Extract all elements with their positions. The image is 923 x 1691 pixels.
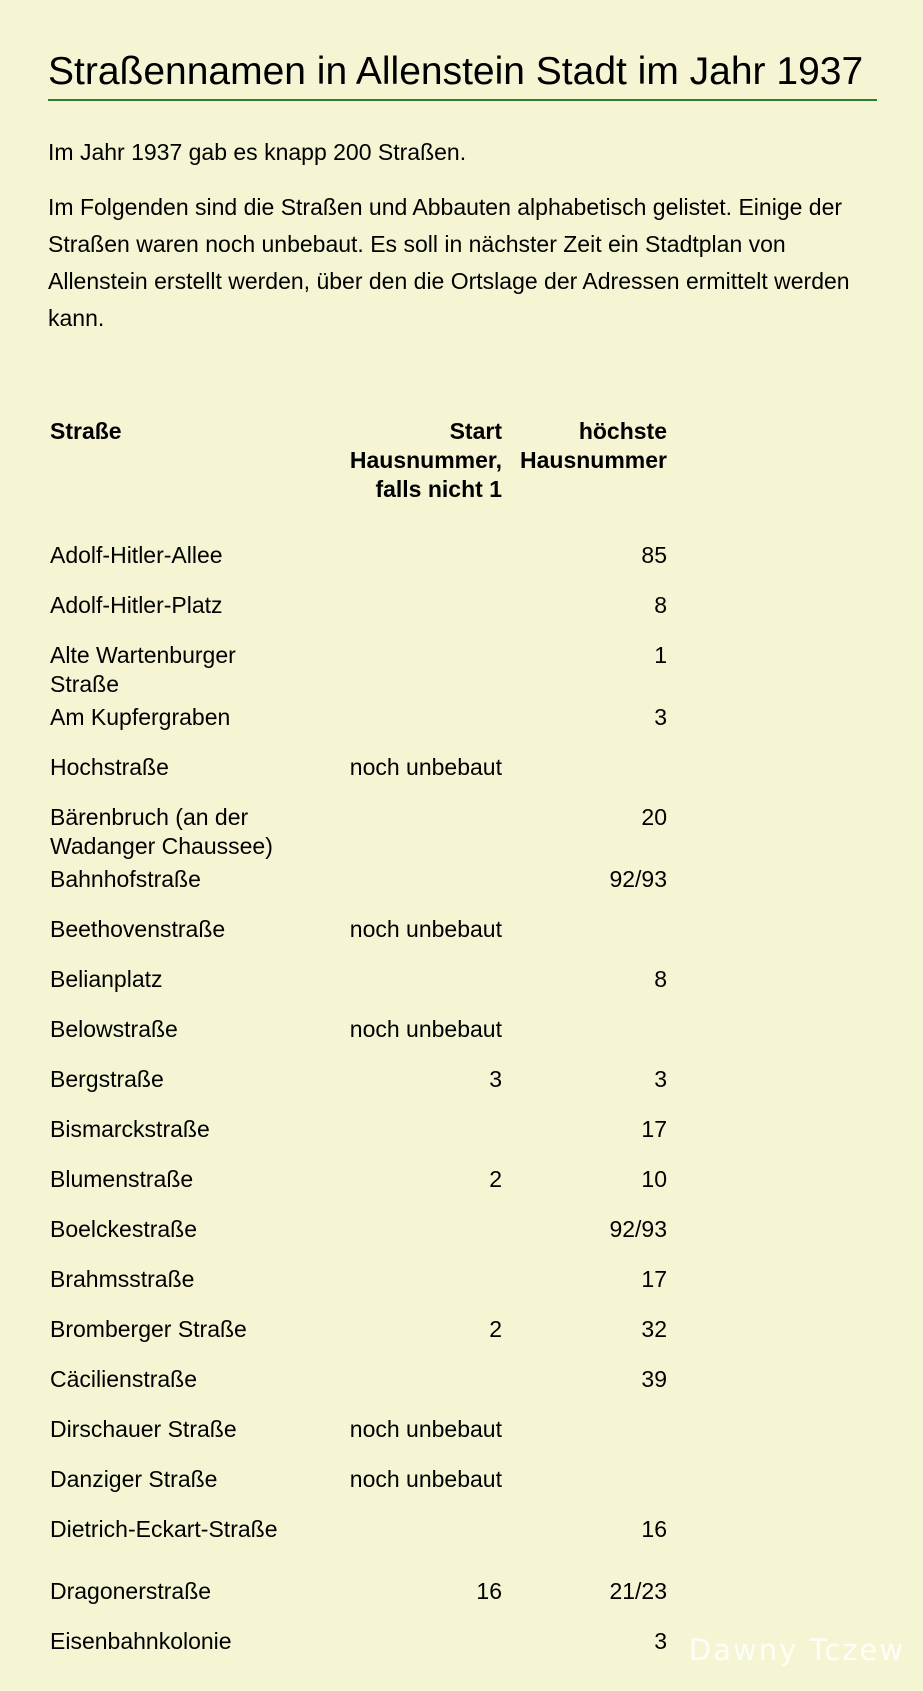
start-number-cell	[335, 803, 502, 865]
street-name-cell: Bromberger Straße	[50, 1316, 247, 1342]
street-name-cell: Adolf-Hitler-Allee	[50, 542, 223, 568]
page-title: Straßennamen in Allenstein Stadt im Jahr 1937	[48, 48, 877, 101]
max-number-cell: 16	[641, 1516, 667, 1542]
start-number-cell: noch unbebaut	[349, 754, 502, 780]
max-number-cell	[502, 1015, 667, 1065]
start-number-cell	[335, 703, 502, 753]
table-row	[50, 1115, 667, 1165]
street-name-cell: Dirschauer Straße	[50, 1416, 237, 1442]
max-number-cell: 85	[641, 542, 667, 568]
table-row	[50, 803, 667, 865]
table-row	[50, 1415, 667, 1465]
table-row	[50, 1465, 667, 1515]
table-row	[50, 915, 667, 965]
start-number-cell	[335, 541, 502, 591]
table-row	[50, 1515, 667, 1577]
street-name-cell: Hochstraße	[50, 754, 169, 780]
street-table	[50, 417, 667, 1689]
street-name-cell: Danziger Straße	[50, 1466, 218, 1492]
street-name-cell: Bergstraße	[50, 1066, 164, 1092]
max-number-cell: 8	[654, 966, 667, 992]
table-header-row	[50, 417, 667, 541]
table-row	[50, 1215, 667, 1265]
table-row	[50, 1015, 667, 1065]
table-row	[50, 641, 667, 703]
street-name-cell: Dietrich-Eckart-Straße	[50, 1516, 278, 1542]
street-name-cell: Bärenbruch (an der Wadanger Chaussee)	[50, 804, 273, 859]
max-number-cell	[502, 753, 667, 803]
table-row	[50, 1265, 667, 1315]
watermark: Dawny Tczew	[688, 1633, 905, 1667]
street-name-cell: Belianplatz	[50, 966, 163, 992]
start-number-cell	[335, 965, 502, 1015]
header-max-number: höchste Hausnummer	[520, 418, 667, 473]
street-name-cell: Cäcilienstraße	[50, 1366, 197, 1392]
street-name-cell: Bahnhofstraße	[50, 866, 201, 892]
start-number-cell: noch unbebaut	[349, 1466, 502, 1492]
street-name-cell: Bismarckstraße	[50, 1116, 210, 1142]
table-row	[50, 753, 667, 803]
street-name-cell: Eisenbahnkolonie	[50, 1628, 232, 1654]
max-number-cell: 3	[654, 1066, 667, 1092]
max-number-cell: 3	[654, 1628, 667, 1654]
street-name-cell: Beethovenstraße	[50, 916, 226, 942]
header-street: Straße	[50, 418, 122, 444]
max-number-cell: 17	[641, 1266, 667, 1292]
street-name-cell: Belowstraße	[50, 1016, 178, 1042]
start-number-cell	[335, 1627, 502, 1689]
street-name-cell: Dragonerstraße	[50, 1578, 212, 1604]
table-row	[50, 1065, 667, 1115]
table-row	[50, 865, 667, 915]
start-number-cell: 2	[489, 1166, 502, 1192]
start-number-cell: noch unbebaut	[349, 1016, 502, 1042]
start-number-cell: 3	[489, 1066, 502, 1092]
max-number-cell: 21/23	[609, 1578, 667, 1604]
street-name-cell: Adolf-Hitler-Platz	[50, 592, 223, 618]
start-number-cell	[335, 591, 502, 641]
intro-paragraph-1: Im Jahr 1937 gab es knapp 200 Straßen.	[48, 139, 467, 165]
max-number-cell: 92/93	[609, 1216, 667, 1242]
start-number-cell	[335, 1515, 502, 1577]
start-number-cell: 2	[489, 1316, 502, 1342]
table-row	[50, 1365, 667, 1415]
street-name-cell: Boelckestraße	[50, 1216, 198, 1242]
street-name-cell: Am Kupfergraben	[50, 704, 231, 730]
start-number-cell: 16	[476, 1578, 502, 1604]
max-number-cell	[502, 1465, 667, 1515]
start-number-cell: noch unbebaut	[349, 916, 502, 942]
max-number-cell: 20	[641, 804, 667, 830]
street-name-cell: Brahmsstraße	[50, 1266, 195, 1292]
start-number-cell: noch unbebaut	[349, 1416, 502, 1442]
max-number-cell: 10	[641, 1166, 667, 1192]
max-number-cell: 92/93	[609, 866, 667, 892]
start-number-cell	[335, 1215, 502, 1265]
table-row	[50, 541, 667, 591]
max-number-cell: 1	[654, 642, 667, 668]
start-number-cell	[335, 641, 502, 703]
table-row	[50, 591, 667, 641]
max-number-cell	[502, 915, 667, 965]
table-row	[50, 1315, 667, 1365]
page-content	[48, 0, 877, 1689]
street-name-cell: Alte Wartenburger Straße	[50, 642, 236, 697]
start-number-cell	[335, 1365, 502, 1415]
max-number-cell	[502, 1415, 667, 1465]
table-row	[50, 1577, 667, 1627]
header-start-number: Start Hausnummer, falls nicht 1	[349, 418, 502, 502]
max-number-cell: 3	[654, 704, 667, 730]
table-row	[50, 965, 667, 1015]
table-row	[50, 1627, 667, 1689]
start-number-cell	[335, 1115, 502, 1165]
max-number-cell: 8	[654, 592, 667, 618]
start-number-cell	[335, 865, 502, 915]
max-number-cell: 39	[641, 1366, 667, 1392]
table-body	[50, 541, 667, 1689]
start-number-cell	[335, 1265, 502, 1315]
intro-paragraph-2: Im Folgenden sind die Straßen und Abbauten alphabetisch gelistet. Einige der Straßen waren noch unbebaut. Es soll in nächster Zeit ein Stadtplan von Allenstein erstellt werden, über den die Ortslage der Adressen ermittelt werden kann.	[48, 194, 850, 331]
max-number-cell: 32	[641, 1316, 667, 1342]
max-number-cell: 17	[641, 1116, 667, 1142]
street-name-cell: Blumenstraße	[50, 1166, 194, 1192]
table-row	[50, 703, 667, 753]
table-row	[50, 1165, 667, 1215]
